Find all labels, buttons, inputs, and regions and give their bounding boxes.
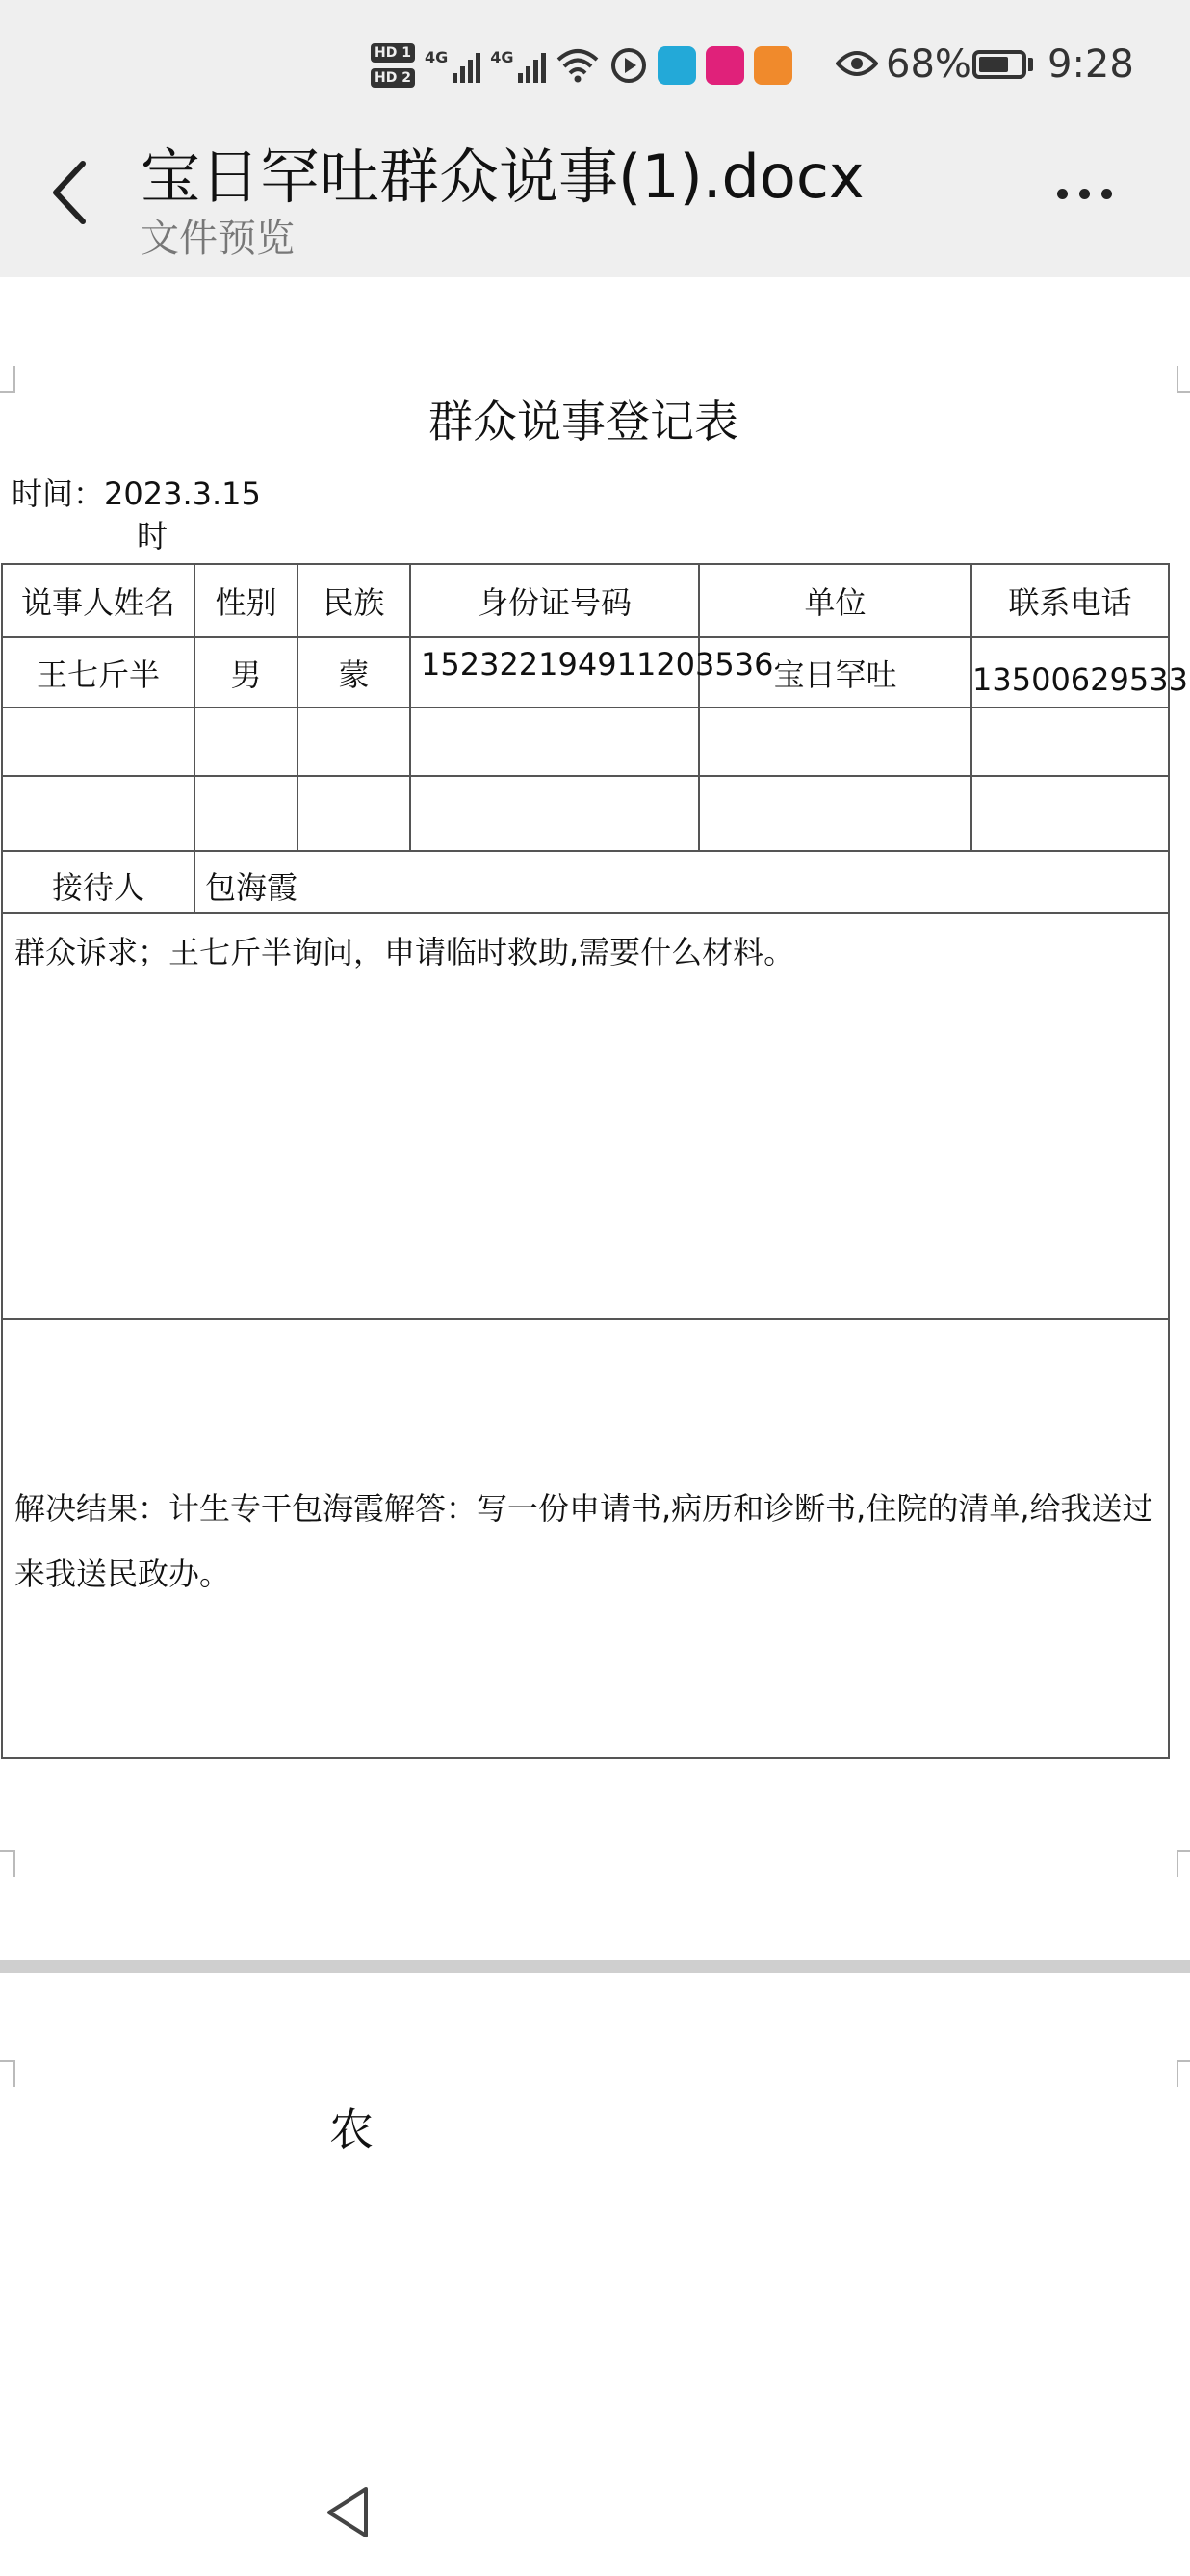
cell-empty: [699, 776, 971, 851]
network-type-1: 4G: [424, 48, 449, 66]
shopping-app-icon: [706, 46, 744, 85]
page-divider: [0, 1960, 1190, 1973]
cell-empty: [298, 708, 410, 776]
signal-bars-1-icon: [453, 48, 480, 83]
eye-icon: [836, 48, 878, 79]
result-row: [2, 1319, 1169, 1758]
nav-back-icon[interactable]: [323, 2486, 372, 2539]
file-subtitle: 文件预览: [141, 217, 295, 261]
cell-ethnicity: 蒙: [298, 637, 410, 708]
cell-empty: [971, 708, 1169, 776]
cell-empty: [2, 708, 194, 776]
clock: 9:28: [1048, 42, 1134, 87]
hd1-badge: HD 1: [371, 43, 415, 63]
navigation-bar: [0, 2464, 1190, 2576]
book-app-icon: [658, 46, 696, 85]
table-row: [2, 637, 1169, 708]
header-ethnicity: 民族: [298, 564, 410, 637]
cell-empty: [194, 708, 298, 776]
signal-bars-2-icon: [518, 48, 546, 83]
app-bar: [0, 0, 1190, 277]
cell-empty: [410, 776, 699, 851]
more-options-icon[interactable]: [1057, 189, 1112, 199]
status-icons: [371, 37, 792, 94]
hd2-badge: HD 2: [371, 68, 415, 88]
result-text: 解决结果：计生专干包海霞解答：写一份申请书,病历和诊断书,住院的清单,给我送过来我送民政办。: [2, 1319, 1169, 1758]
back-arrow-icon[interactable]: [46, 154, 94, 231]
crop-mark: [1177, 1850, 1190, 1877]
crop-mark: [1177, 2060, 1190, 2087]
cell-empty: [410, 708, 699, 776]
cell-unit: 宝日罕吐: [699, 637, 971, 708]
header-id-number: 身份证号码: [410, 564, 699, 637]
battery-percent: 68%: [886, 42, 971, 87]
crop-mark: [0, 1850, 15, 1877]
receiver-row: [2, 851, 1169, 913]
wifi-icon: [556, 46, 600, 85]
document-title: 群众说事登记表: [428, 396, 738, 448]
cell-empty: [699, 708, 971, 776]
signal-1: [425, 48, 480, 83]
cell-phone: 13500629533: [971, 637, 1169, 708]
receiver-value: 包海霞: [194, 851, 1169, 913]
table-header-row: [2, 564, 1169, 637]
time-continuation: 时: [137, 518, 168, 554]
appeal-text: 群众诉求；王七斤半询问，申请临时救助,需要什么材料。: [2, 913, 1169, 1319]
page2-text: 农: [329, 2103, 374, 2155]
header-name: 说事人姓名: [2, 564, 194, 637]
header-phone: 联系电话: [971, 564, 1169, 637]
time-label: 时间：2023.3.15: [12, 476, 261, 512]
cell-name: 王七斤半: [2, 637, 194, 708]
status-bar: [0, 0, 1190, 125]
crop-mark: [0, 2060, 15, 2087]
cell-empty: [971, 776, 1169, 851]
cell-id-number: 152322194911203536: [410, 637, 699, 708]
appeal-row: [2, 913, 1169, 1319]
table-row: [2, 708, 1169, 776]
hd-indicators: [371, 43, 415, 88]
receiver-label: 接待人: [2, 851, 194, 913]
header-unit: 单位: [699, 564, 971, 637]
cell-empty: [298, 776, 410, 851]
battery-icon: [972, 50, 1026, 79]
cell-empty: [2, 776, 194, 851]
table-row: [2, 776, 1169, 851]
play-icon: [609, 46, 648, 85]
cell-gender: 男: [194, 637, 298, 708]
battery-cap: [1028, 58, 1033, 71]
file-title: 宝日罕吐群众说事(1).docx: [141, 142, 865, 212]
signal-2: [490, 48, 546, 83]
registration-table: [1, 563, 1188, 1759]
video-app-icon: [754, 46, 792, 85]
crop-mark: [1177, 366, 1190, 393]
header-gender: 性别: [194, 564, 298, 637]
network-type-2: 4G: [490, 48, 514, 66]
cell-empty: [194, 776, 298, 851]
